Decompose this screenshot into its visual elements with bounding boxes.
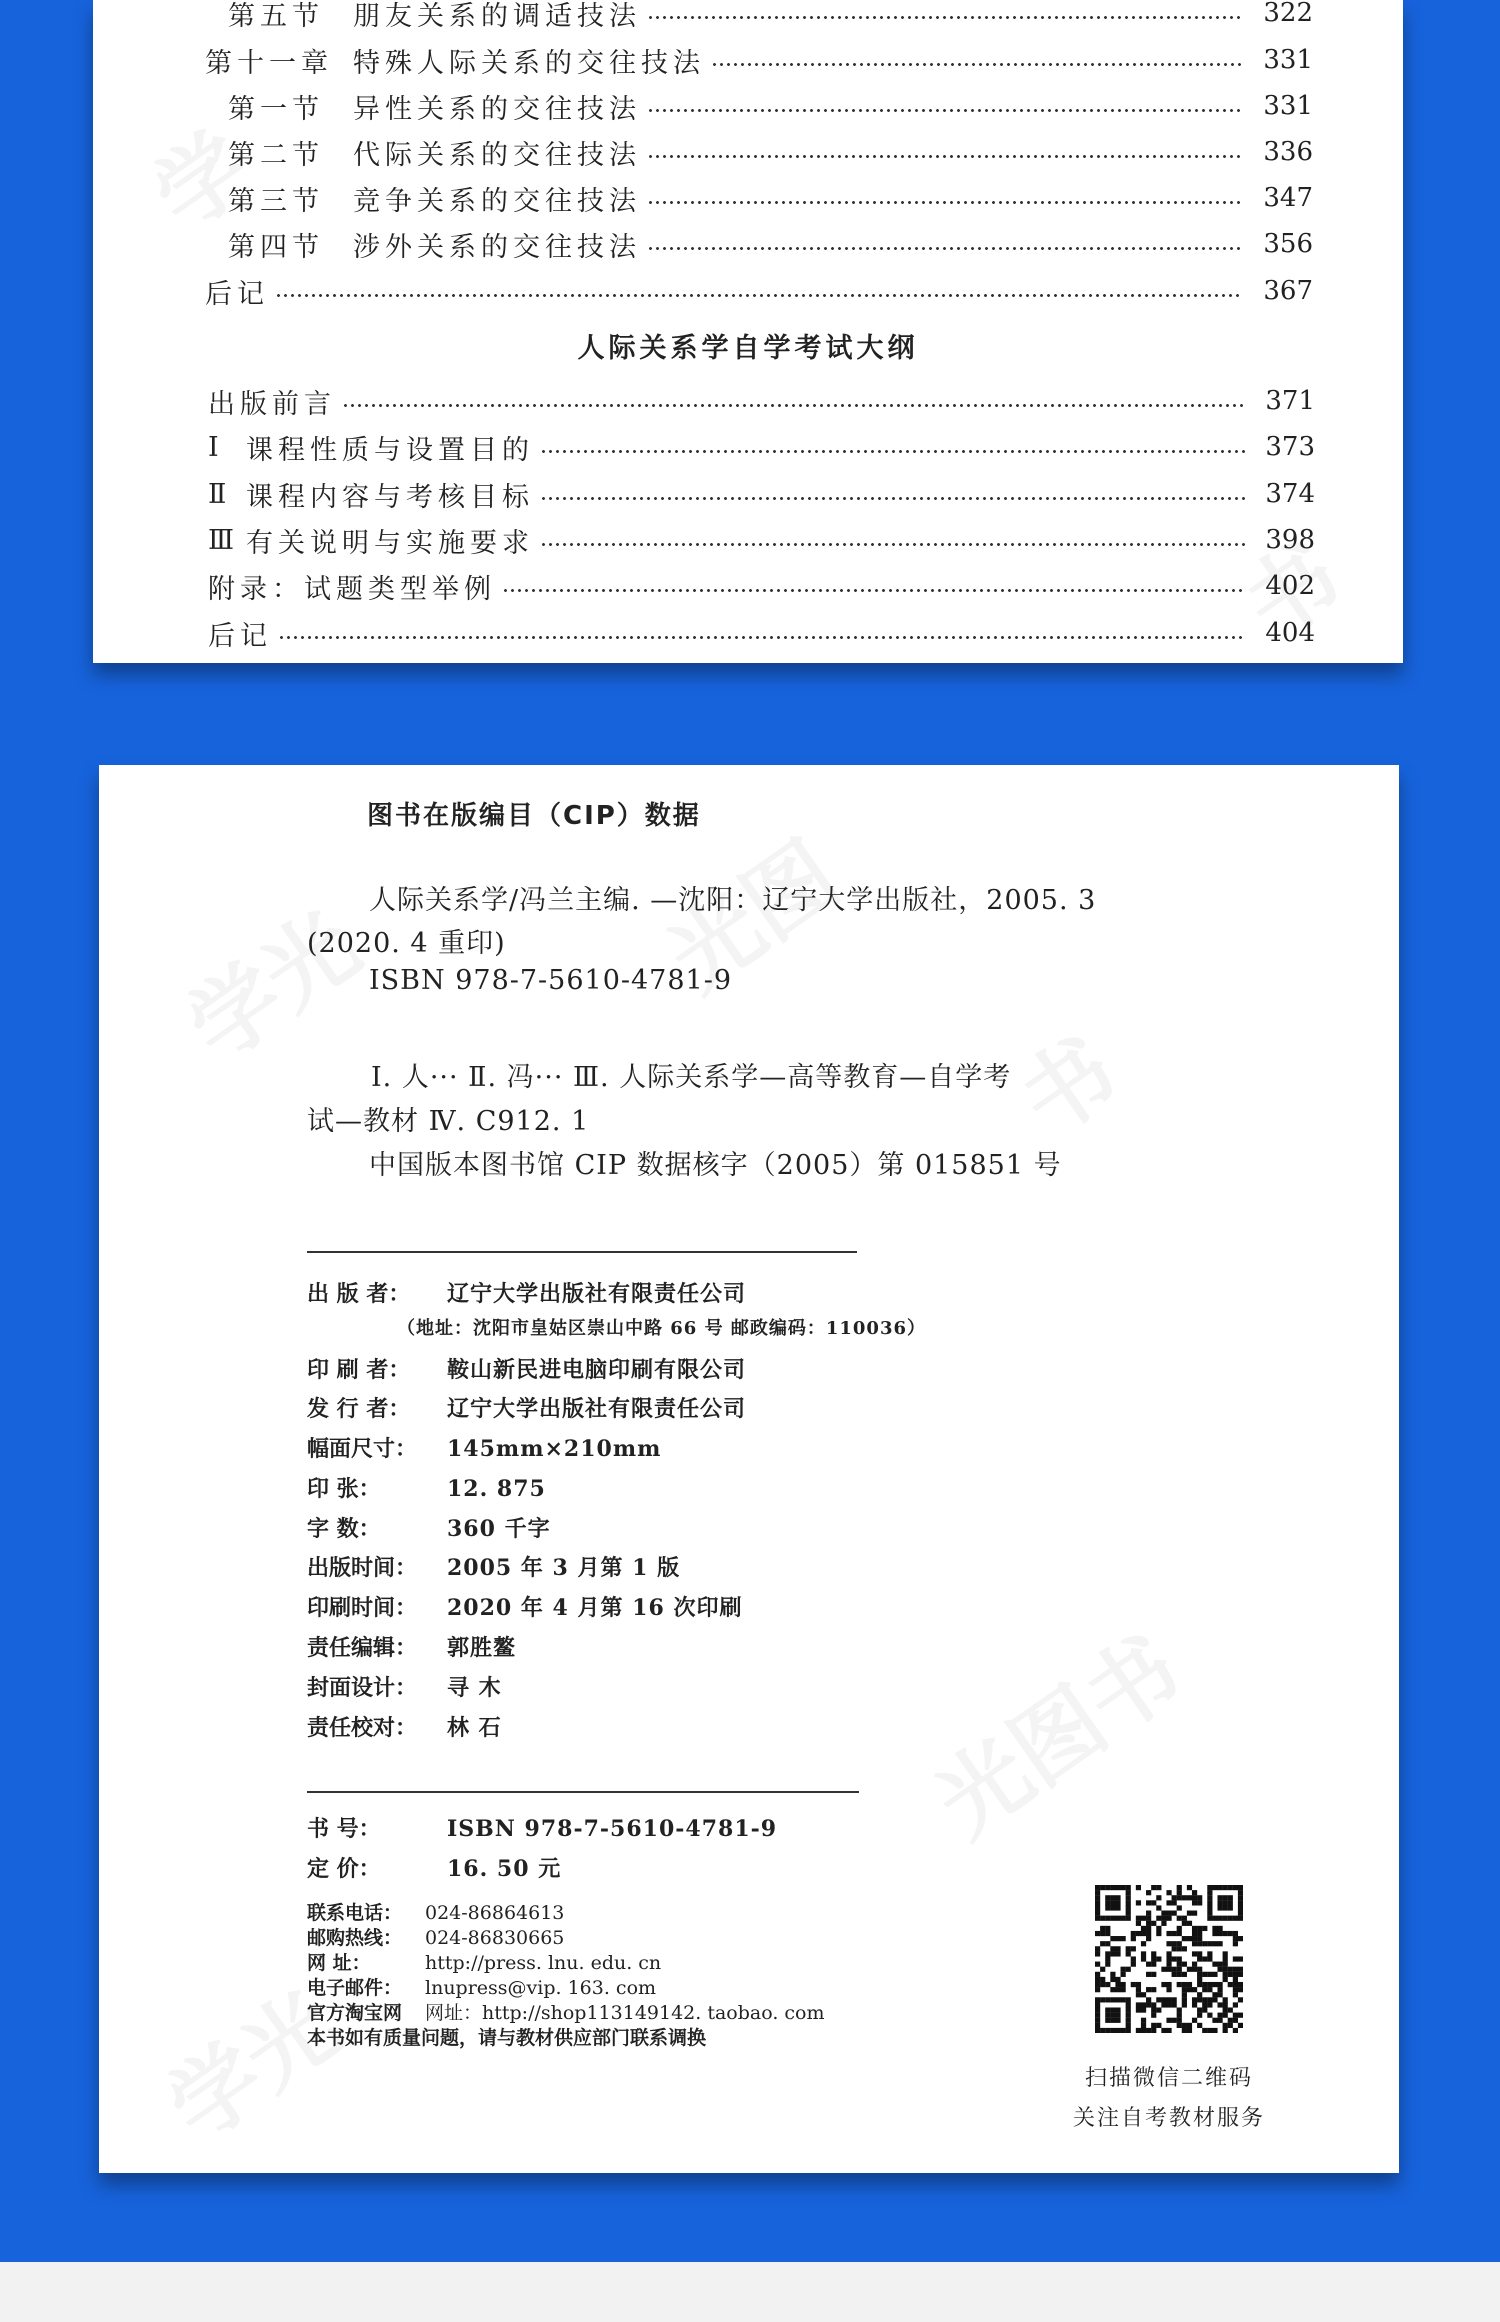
divider-bottom <box>307 1791 859 1793</box>
outline-toc-row <box>208 381 1315 421</box>
toc-section-number: 第五节 <box>228 0 324 32</box>
publication-value: 鞍山新民进电脑印刷有限公司 <box>447 1357 747 1383</box>
toc-entry-title: 特殊人际关系的交往技法 <box>353 47 705 79</box>
outline-page-number: 374 <box>1265 479 1315 509</box>
dot-leader <box>647 155 1243 158</box>
toc-section-number: 第三节 <box>228 185 324 217</box>
toc-entry-title: 后记 <box>205 278 269 310</box>
publication-value: 郭胜鳌 <box>447 1635 517 1661</box>
qr-caption-1: 扫描微信二维码 <box>1084 2066 1253 2091</box>
contact-label: 网 址： <box>307 1952 371 1974</box>
contact-value: 024-86830665 <box>425 1927 565 1949</box>
outline-toc-row <box>208 613 1315 653</box>
contact-value: http://press. lnu. edu. cn <box>425 1952 662 1974</box>
wechat-qr-code <box>1095 1885 1243 2033</box>
qr-caption-2: 关注自考教材服务 <box>1072 2106 1265 2131</box>
outline-page-number: 404 <box>1265 618 1315 648</box>
outline-page-number: 373 <box>1265 432 1315 462</box>
outline-page-number: 402 <box>1265 571 1315 601</box>
publication-label: 出版时间： <box>307 1555 418 1581</box>
toc-row <box>228 132 1313 172</box>
outline-entry-title: 出版前言 <box>208 388 336 420</box>
publication-label: 字 数： <box>307 1516 381 1542</box>
toc-entry-title: 涉外关系的交往技法 <box>353 231 641 263</box>
outline-toc-row <box>208 566 1315 606</box>
contact-label: 邮购热线： <box>307 1927 403 1949</box>
outline-roman-numeral: Ⅰ <box>208 431 219 463</box>
toc-page-number: 336 <box>1263 137 1313 167</box>
toc-section-number: 第四节 <box>228 231 324 263</box>
contact-label: 联系电话： <box>307 1902 403 1924</box>
publication-value: 林 石 <box>447 1715 502 1741</box>
price-label: 定 价： <box>307 1856 381 1882</box>
book-number-label: 书 号： <box>307 1816 381 1842</box>
publication-row <box>307 1392 746 1423</box>
publication-value: 2005 年 3 月第 1 版 <box>447 1555 681 1581</box>
toc-row <box>228 178 1313 218</box>
toc-row <box>228 86 1313 126</box>
publication-row <box>307 1432 661 1463</box>
price-row <box>307 1852 561 1883</box>
dot-leader <box>275 294 1243 297</box>
publication-label: 幅面尺寸： <box>307 1436 418 1462</box>
toc-row <box>205 40 1313 80</box>
publication-row <box>307 1671 502 1702</box>
dot-leader <box>540 543 1245 546</box>
watermark <box>158 875 380 1085</box>
contact-row <box>307 1923 564 1950</box>
contact-row <box>307 1973 656 2000</box>
bottom-background-strip <box>0 2262 1500 2322</box>
publication-value: 辽宁大学出版社有限责任公司 <box>447 1281 747 1307</box>
toc-page-number: 347 <box>1263 183 1313 213</box>
table-of-contents-page <box>93 0 1403 663</box>
dot-leader <box>278 636 1245 639</box>
toc-page-number: 356 <box>1263 229 1313 259</box>
outline-entry-title: 课程内容与考核目标 <box>246 481 534 513</box>
publication-row <box>307 1591 742 1622</box>
dot-leader <box>502 589 1245 592</box>
cip-record-number: 中国版本图书馆 CIP 数据核字（2005）第 015851 号 <box>369 1150 1062 1181</box>
publication-row <box>307 1472 546 1503</box>
publication-value: 辽宁大学出版社有限责任公司 <box>447 1396 747 1422</box>
outline-page-number: 398 <box>1265 525 1315 555</box>
price-value: 16. 50 元 <box>447 1856 562 1882</box>
publication-label: 发 行 者： <box>307 1396 411 1422</box>
contact-row <box>307 1898 564 1925</box>
divider-top <box>307 1251 857 1253</box>
dot-leader <box>711 63 1243 66</box>
toc-section-number: 第二节 <box>228 139 324 171</box>
publication-row <box>307 1512 551 1543</box>
cip-title: 图书在版编目（CIP）数据 <box>367 801 701 831</box>
outline-roman-numeral: Ⅱ <box>208 478 227 510</box>
outline-toc-row <box>208 427 1315 467</box>
contact-label: 电子邮件： <box>307 1977 403 1999</box>
publication-value: 12. 875 <box>447 1476 546 1502</box>
toc-page-number: 331 <box>1263 91 1313 121</box>
publication-label: 出 版 者： <box>307 1281 411 1307</box>
dot-leader <box>342 404 1245 407</box>
contact-row <box>307 1948 661 1975</box>
publication-label: 印 刷 者： <box>307 1357 411 1383</box>
publication-label: 责任编辑： <box>307 1635 418 1661</box>
dot-leader <box>647 201 1243 204</box>
watermark <box>906 1599 1202 1860</box>
toc-entry-title: 竞争关系的交往技法 <box>353 185 641 217</box>
contact-label: 官方淘宝网 <box>307 2002 403 2024</box>
quality-notice: 本书如有质量问题，请与教材供应部门联系调换 <box>307 2027 707 2049</box>
toc-row <box>228 0 1313 33</box>
toc-page-number: 367 <box>1263 276 1313 306</box>
watermark <box>990 1001 1138 1159</box>
contact-value: lnupress@vip. 163. com <box>425 1977 657 1999</box>
publication-row <box>307 1631 516 1662</box>
toc-row <box>228 224 1313 264</box>
toc-page-number: 331 <box>1263 45 1313 75</box>
book-number-value: ISBN 978-7-5610-4781-9 <box>447 1816 778 1842</box>
dot-leader <box>540 450 1245 453</box>
toc-entry-title: 代际关系的交往技法 <box>353 139 641 171</box>
outline-heading: 人际关系学自学考试大纲 <box>577 333 919 364</box>
publication-label: 封面设计： <box>307 1675 418 1701</box>
publication-row <box>307 1551 680 1582</box>
dot-leader <box>647 16 1243 19</box>
outline-toc-row <box>208 520 1315 560</box>
toc-section-number: 第一节 <box>228 93 324 125</box>
outline-entry-title: 有关说明与实施要求 <box>246 527 534 559</box>
cip-classification-2: 试—教材 Ⅳ. C912. 1 <box>307 1106 590 1137</box>
publication-row <box>397 1314 926 1340</box>
cip-isbn: ISBN 978-7-5610-4781-9 <box>369 965 733 996</box>
publication-label: 印刷时间： <box>307 1595 418 1621</box>
publication-row <box>307 1277 746 1308</box>
contact-row <box>307 1998 825 2025</box>
toc-row <box>205 271 1313 311</box>
toc-entry-title: 朋友关系的调适技法 <box>353 0 641 32</box>
dot-leader <box>647 109 1243 112</box>
outline-entry-title: 附录：试题类型举例 <box>208 573 496 605</box>
dot-leader <box>540 497 1245 500</box>
dot-leader <box>647 247 1243 250</box>
publication-value: （地址：沈阳市皇姑区崇山中路 66 号 邮政编码：110036） <box>397 1318 926 1339</box>
publication-label: 责任校对： <box>307 1715 418 1741</box>
toc-entry-title: 异性关系的交往技法 <box>353 93 641 125</box>
contact-value: 024-86864613 <box>425 1902 565 1924</box>
outline-roman-numeral: Ⅲ <box>208 524 235 556</box>
publication-value: 寻 木 <box>447 1675 502 1701</box>
cip-classification-1: Ⅰ. 人··· Ⅱ. 冯··· Ⅲ. 人际关系学—高等教育—自学考 <box>371 1062 1012 1093</box>
publication-label: 印 张： <box>307 1476 381 1502</box>
publication-row <box>307 1711 502 1742</box>
cip-line-2: (2020. 4 重印) <box>307 928 506 959</box>
book-number-row <box>307 1812 777 1843</box>
publication-value: 2020 年 4 月第 16 次印刷 <box>447 1595 743 1621</box>
publication-row <box>307 1353 746 1384</box>
toc-page-number: 322 <box>1263 0 1313 28</box>
outline-toc-row <box>208 474 1315 514</box>
toc-section-number: 第十一章 <box>205 47 333 79</box>
outline-page-number: 371 <box>1265 386 1315 416</box>
contact-value: 网址：http://shop113149142. taobao. com <box>425 2002 825 2024</box>
publication-value: 145mm×210mm <box>447 1436 662 1462</box>
outline-entry-title: 后记 <box>208 620 272 652</box>
publication-value: 360 千字 <box>447 1516 551 1542</box>
copyright-page <box>99 765 1399 2173</box>
cip-line-1: 人际关系学/冯兰主编. —沈阳：辽宁大学出版社，2005. 3 <box>369 885 1097 916</box>
outline-entry-title: 课程性质与设置目的 <box>246 434 534 466</box>
